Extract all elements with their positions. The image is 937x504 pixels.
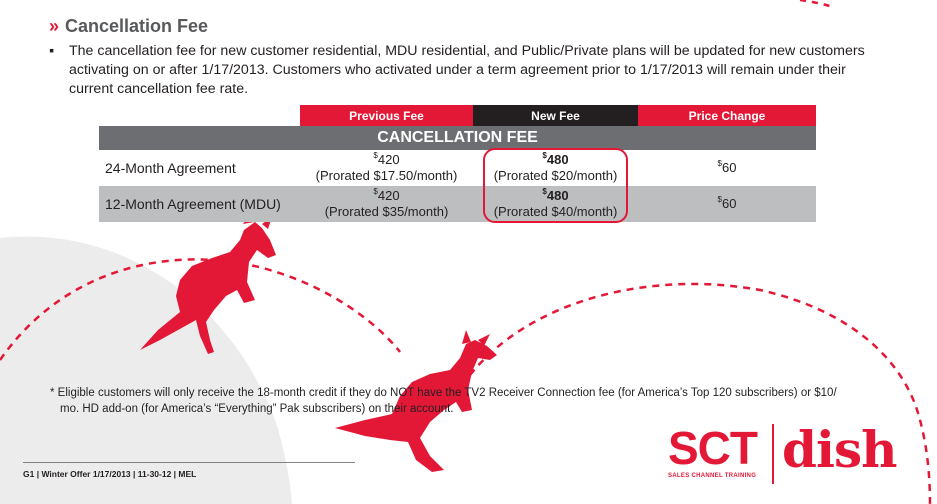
new-fee-amount: 480 — [546, 152, 569, 167]
currency-symbol: $ — [373, 187, 378, 196]
price-change-cell — [638, 186, 816, 222]
sct-logo-text: SCT — [668, 422, 757, 474]
header-previous-fee: Previous Fee — [300, 105, 473, 126]
price-change-amount: 60 — [721, 160, 737, 175]
previous-fee-note: (Prorated $35/month) — [324, 204, 449, 219]
header-new-fee: New Fee — [473, 105, 638, 126]
row-label: 12-Month Agreement (MDU) — [99, 186, 300, 222]
currency-symbol: $ — [542, 187, 547, 196]
dashed-arc-top-right — [800, 0, 835, 8]
footnote-line-2: mo. HD add-on (for America’s “Everything” Pak subscribers) on their account. — [60, 403, 454, 415]
currency-symbol: $ — [373, 151, 378, 160]
footnote — [50, 385, 900, 417]
fee-table — [99, 105, 816, 222]
price-change-cell — [638, 150, 816, 186]
footer-divider — [23, 462, 355, 463]
currency-symbol: $ — [717, 159, 722, 168]
previous-fee-cell — [300, 186, 473, 222]
new-fee-note: (Prorated $20/month) — [493, 168, 618, 183]
price-change-amount: 60 — [721, 196, 737, 211]
row-label: 24-Month Agreement — [99, 150, 300, 186]
table-header-row — [99, 105, 816, 126]
page-title — [49, 16, 208, 37]
chevron-icon: » — [49, 16, 60, 36]
table-header-blank — [99, 105, 300, 126]
previous-fee-amount: 420 — [377, 152, 400, 167]
new-fee-note: (Prorated $40/month) — [493, 204, 618, 219]
table-row — [99, 186, 816, 222]
bullet-text: The cancellation fee for new customer residential, MDU residential, and Public/Private plans will be updated for new customers activating on or after 1/17/2013. Customers who activated under a term agreement prior to 1/17/2013 will remain under their current cancellation fee rate. — [69, 43, 865, 97]
footnote-line-1: * Eligible customers will only receive the 18-month credit if they do NOT have the TV2 Receiver Connection fee (for America’s Top 120 subscribers) or $10/ — [50, 387, 837, 399]
page-title-text: Cancellation Fee — [65, 16, 209, 36]
new-fee-amount: 480 — [546, 188, 569, 203]
background-swoosh — [0, 237, 292, 504]
previous-fee-amount: 420 — [377, 188, 400, 203]
footer-text: G1 | Winter Offer 1/17/2013 | 11-30-12 | MEL — [23, 469, 197, 479]
logo-divider — [772, 424, 774, 484]
new-fee-highlight-box — [483, 148, 628, 223]
sct-logo-subtitle: SALES CHANNEL TRAINING — [668, 473, 757, 479]
currency-symbol: $ — [542, 151, 547, 160]
dish-logo: dish — [782, 420, 897, 479]
previous-fee-note: (Prorated $17.50/month) — [315, 168, 458, 183]
sct-logo — [668, 422, 764, 479]
table-row — [99, 150, 816, 186]
table-section-row — [99, 126, 816, 150]
previous-fee-cell — [300, 150, 473, 186]
header-price-change: Price Change — [638, 105, 816, 126]
section-label: CANCELLATION FEE — [99, 126, 816, 150]
bullet-icon: ▪ — [49, 43, 55, 59]
currency-symbol: $ — [717, 195, 722, 204]
